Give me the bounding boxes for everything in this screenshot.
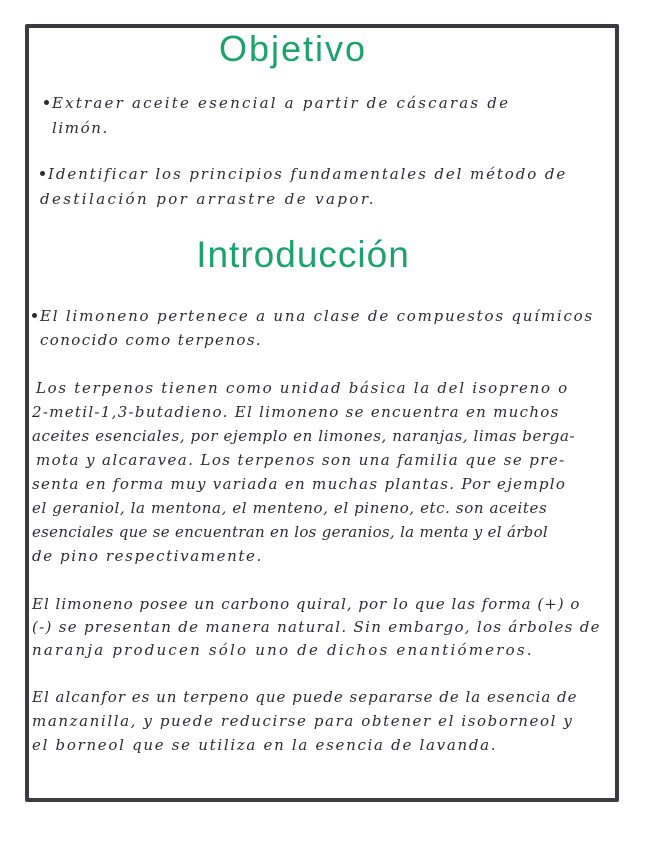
intro-bullet-line-2: conocido como terpenos. [40, 331, 263, 349]
paragraph-1-line-6: el geraniol, la mentona, el menteno, el pineno, etc. son aceites [32, 499, 548, 517]
paragraph-1-line-3: aceites esenciales, por ejemplo en limones, naranjas, limas berga- [32, 427, 576, 445]
heading-objetivo: Objetivo [218, 28, 368, 69]
intro-bullet-text-1: El limoneno pertenece a una clase de compuestos químicos [40, 307, 594, 325]
bullet-dot [32, 313, 37, 318]
paragraph-1-line-2: 2-metil-1,3-butadieno. El limoneno se encuentra en muchos [32, 403, 560, 421]
paragraph-1-line-8: de pino respectivamente. [32, 547, 263, 565]
heading-introduccion: Introducción [196, 234, 410, 275]
paragraph-1-line-7: esenciales que se encuentran en los geranios, la menta y el árbol [32, 523, 549, 541]
bullet-dot [40, 171, 45, 176]
paragraph-2-line-1: El limoneno posee un carbono quiral, por lo que las forma (+) o [32, 595, 581, 613]
paragraph-3-line-2: manzanilla, y puede reducirse para obtener el isoborneol y [32, 712, 574, 730]
paragraph-2-line-3: naranja producen sólo uno de dichos enantiómeros. [32, 641, 534, 659]
paragraph-2-line-2: (-) se presentan de manera natural. Sin embargo, los árboles de [32, 618, 601, 636]
objetivo-1-text-1: Extraer aceite esencial a partir de cáscaras de [52, 94, 511, 112]
intro-bullet-line-1 [32, 309, 594, 324]
paragraph-1-line-4: mota y alcaravea. Los terpenos son una familia que se pre- [36, 451, 566, 469]
objetivo-2-line-1 [40, 167, 567, 182]
objetivo-2-text-1: Identificar los principios fundamentales del método de [48, 165, 568, 183]
bullet-dot [44, 100, 49, 105]
objetivo-1-line-1 [44, 96, 510, 111]
paragraph-1-line-1: Los terpenos tienen como unidad básica la del isopreno o [36, 379, 569, 397]
paragraph-1-line-5: senta en forma muy variada en muchas plantas. Por ejemplo [32, 475, 567, 493]
objetivo-2-line-2: destilación por arrastre de vapor. [40, 190, 376, 208]
paragraph-3-line-3: el borneol que se utiliza en la esencia de lavanda. [32, 736, 498, 754]
objetivo-1-line-2: limón. [52, 119, 109, 137]
paragraph-3-line-1: El alcanfor es un terpeno que puede separarse de la esencia de [32, 688, 578, 706]
